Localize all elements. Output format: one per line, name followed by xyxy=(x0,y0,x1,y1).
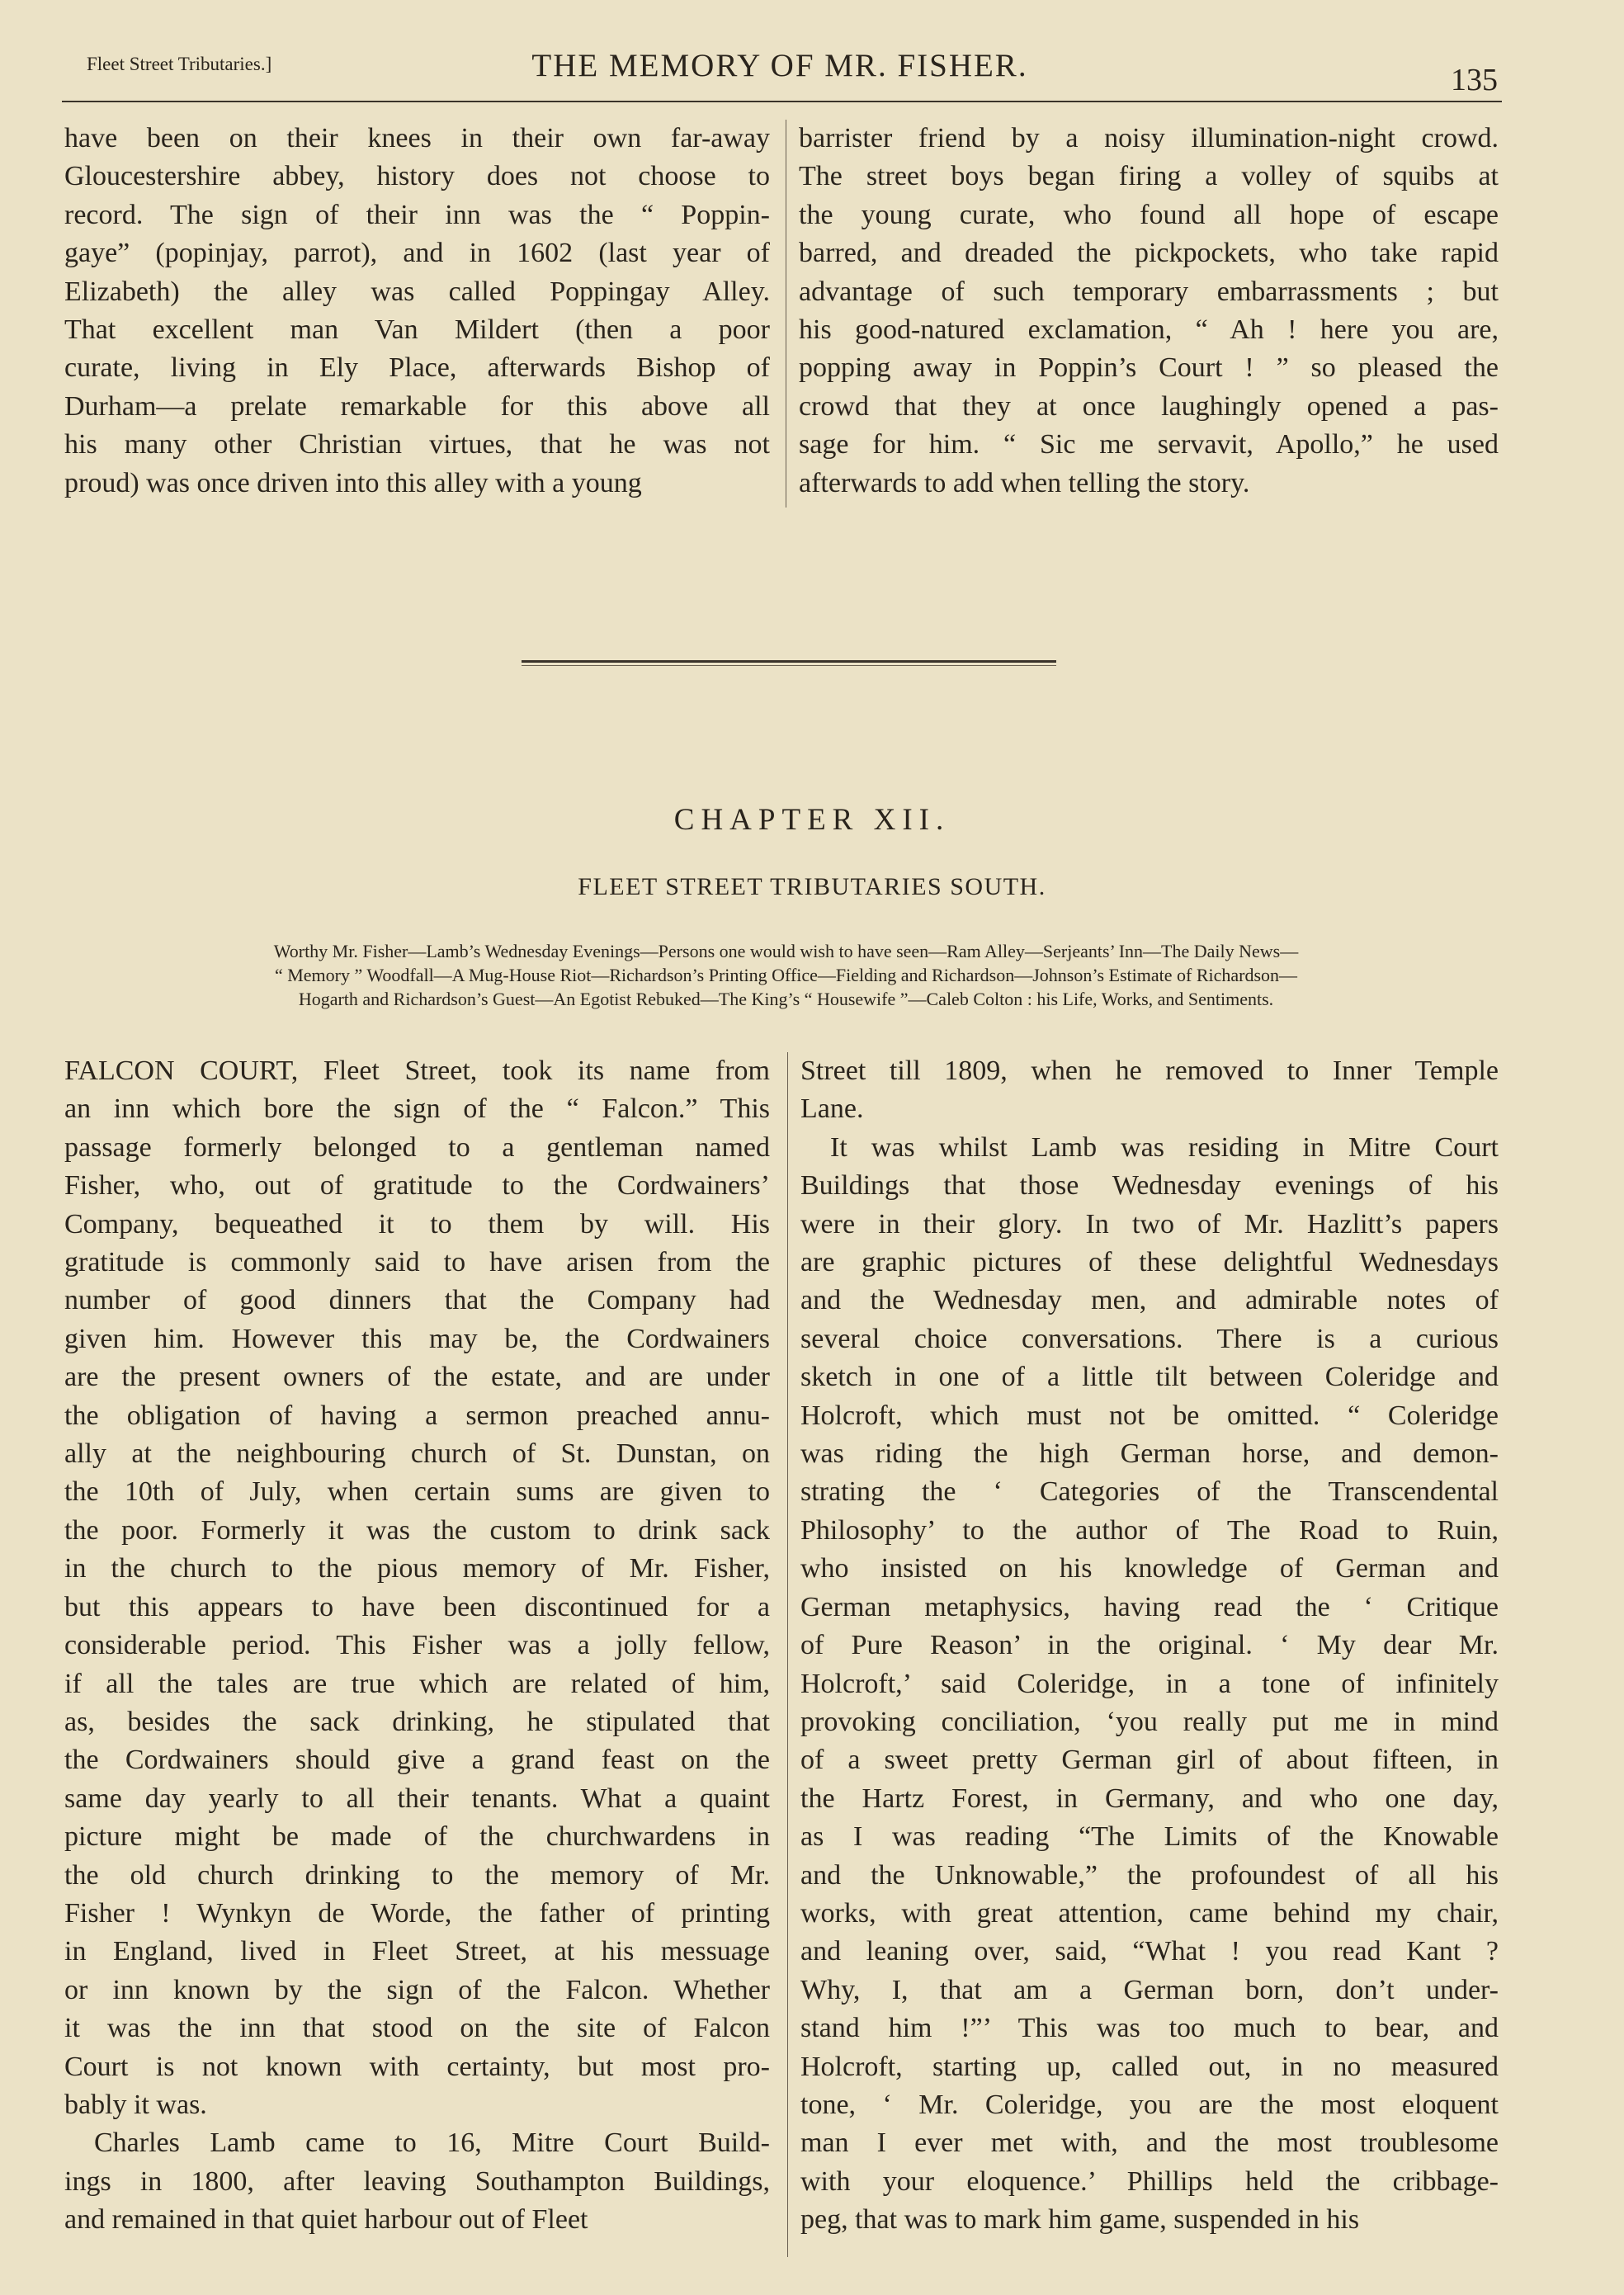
text-line: have been on their knees in their own far-away xyxy=(64,123,770,153)
text-line: his good-natured exclamation, “ Ah ! here you are, xyxy=(799,314,1499,346)
text-line: the young curate, who found all hope of escape xyxy=(799,199,1499,230)
chapter-subtitle: FLEET STREET TRIBUTARIES SOUTH. xyxy=(578,873,1046,900)
running-head-left: Fleet Street Tributaries.] xyxy=(87,54,272,74)
text-line: The street boys began firing a volley of squibs at xyxy=(799,161,1499,192)
text-line: popping away in Poppin’s Court ! ” so pleased the xyxy=(799,352,1499,384)
text-line: given him. However this may be, the Cordwainers xyxy=(64,1323,770,1354)
body-left-column xyxy=(64,1052,770,2240)
text-line: of a sweet pretty German girl of about fifteen, in xyxy=(800,1745,1499,1776)
text-line: peg, that was to mark him game, suspended in his xyxy=(800,2204,1360,2236)
text-line: Elizabeth) the alley was called Poppingay Alley. xyxy=(64,276,770,307)
text-line: several choice conversations. There is a curious xyxy=(800,1323,1499,1354)
text-line: the old church drinking to the memory of Mr. xyxy=(64,1859,770,1891)
text-line: of Pure Reason’ in the original. ‘ My dear Mr. xyxy=(800,1630,1499,1661)
text-line: picture might be made of the churchwardens in xyxy=(64,1821,770,1853)
text-line: provoking conciliation, ‘you really put me in mind xyxy=(800,1706,1499,1737)
text-line: works, with great attention, came behind my chair, xyxy=(800,1897,1499,1929)
text-line: ings in 1800, after leaving Southampton Buildings, xyxy=(64,2165,770,2197)
text-line: the poor. Formerly it was the custom to drink sack xyxy=(64,1514,770,1546)
section-rule xyxy=(522,660,1056,663)
text-line: Durham—a prelate remarkable for this above all xyxy=(64,390,770,422)
text-line: advantage of such temporary embarrassments ; but xyxy=(799,276,1499,307)
text-line: were in their glory. In two of Mr. Hazlitt’s papers xyxy=(800,1208,1499,1240)
running-header xyxy=(62,45,1498,103)
text-line: crowd that they at once laughingly opened a pas- xyxy=(799,390,1499,422)
text-line: curate, living in Ely Place, afterwards Bishop of xyxy=(64,352,770,384)
text-line: as I was reading “The Limits of the Knowable xyxy=(800,1821,1499,1853)
text-line: ally at the neighbouring church of St. Dunstan, on xyxy=(64,1438,770,1470)
text-line: Fisher, who, out of gratitude to the Cordwainers’ xyxy=(64,1170,770,1202)
text-line: the Cordwainers should give a grand feast on the xyxy=(64,1745,770,1776)
text-line: Holcroft, which must not be omitted. “ Coleridge xyxy=(800,1400,1499,1431)
text-line: and the Unknowable,” the profoundest of all his xyxy=(800,1859,1499,1891)
text-line: his many other Christian virtues, that he was not xyxy=(64,429,770,460)
text-line: who insisted on his knowledge of German and xyxy=(800,1553,1499,1584)
text-line: Gloucestershire abbey, history does not choose to xyxy=(64,161,770,192)
text-line: gaye” (popinjay, parrot), and in 1602 (last year of xyxy=(64,238,770,269)
text-line: man I ever met with, and the most troublesome xyxy=(800,2127,1499,2159)
text-line: as, besides the sack drinking, he stipulated that xyxy=(64,1706,770,1737)
text-line: was riding the high German horse, and demon- xyxy=(800,1438,1499,1470)
text-line: German metaphysics, having read the ‘ Critique xyxy=(800,1591,1499,1622)
page-title: THE MEMORY OF MR. FISHER. xyxy=(531,48,1028,83)
chapter-heading: CHAPTER XII. xyxy=(673,803,951,837)
text-line: same day yearly to all their tenants. What a quaint xyxy=(64,1783,770,1814)
text-line: are graphic pictures of these delightful Wednesdays xyxy=(800,1247,1499,1278)
text-line: Why, I, that am a German born, don’t under- xyxy=(800,1974,1499,2005)
text-line: but this appears to have been discontinued for a xyxy=(64,1591,770,1622)
text-line: sketch in one of a little tilt between Coleridge and xyxy=(800,1362,1499,1393)
text-line: gratitude is commonly said to have arisen from the xyxy=(64,1247,770,1278)
text-line: stand him !”’ This was too much to bear, and xyxy=(800,2013,1499,2044)
body-right-column xyxy=(800,1052,1499,2240)
text-line: Holcroft,’ said Coleridge, in a tone of infinitely xyxy=(800,1668,1499,1699)
top-right-column xyxy=(799,120,1499,503)
text-line: the obligation of having a sermon preached annu- xyxy=(64,1400,770,1431)
text-line: Holcroft, starting up, called out, in no measured xyxy=(800,2051,1499,2082)
text-line: it was the inn that stood on the site of Falcon xyxy=(64,2013,770,2044)
text-line: and leaning over, said, “What ! you read Kant ? xyxy=(800,1936,1499,1967)
text-line: or inn known by the sign of the Falcon. Whether xyxy=(64,1974,770,2005)
text-line: strating the ‘ Categories of the Transcendental xyxy=(800,1476,1499,1508)
column-divider-bottom xyxy=(787,1052,788,2257)
chapter-summary xyxy=(66,939,1506,1011)
text-line: Fisher ! Wynkyn de Worde, the father of printing xyxy=(64,1897,770,1929)
text-line: Street till 1809, when he removed to Inner Temple xyxy=(800,1055,1499,1086)
summary-line: Worthy Mr. Fisher—Lamb’s Wednesday Evenings—Persons one would wish to have seen—Ram Alley—Serjeants’ Inn—The Daily News— xyxy=(273,941,1299,961)
text-line: Philosophy’ to the author of The Road to Ruin, xyxy=(800,1514,1499,1546)
summary-line: “ Memory ” Woodfall—A Mug-House Riot—Richardson’s Printing Office—Fielding and Richardson—Johnson’s Estimate of Richardson— xyxy=(274,965,1298,985)
text-line: barrister friend by a noisy illumination-night crowd. xyxy=(799,123,1499,153)
text-line: proud) was once driven into this alley with a young xyxy=(64,467,642,498)
text-line: in the church to the pious memory of Mr. Fisher, xyxy=(64,1553,770,1584)
text-line: Company, bequeathed it to them by will. His xyxy=(64,1208,770,1240)
text-line: in England, lived in Fleet Street, at his messuage xyxy=(64,1936,770,1967)
text-line: barred, and dreaded the pickpockets, who take rapid xyxy=(799,238,1499,269)
text-line: passage formerly belonged to a gentleman named xyxy=(64,1131,770,1163)
text-line: bably it was. xyxy=(64,2089,207,2120)
summary-line: Hogarth and Richardson’s Guest—An Egotist Rebuked—The King’s “ Housewife ”—Caleb Colton : his Life, Works, and Sentiments. xyxy=(298,989,1274,1009)
text-line: record. The sign of their inn was the “ Poppin- xyxy=(64,199,770,230)
text-line: the 10th of July, when certain sums are given to xyxy=(64,1476,770,1508)
page-number: 135 xyxy=(1451,63,1498,97)
text-line: if all the tales are true which are related of him, xyxy=(64,1668,770,1699)
text-line: Lane. xyxy=(800,1093,864,1125)
text-line: with your eloquence.’ Phillips held the cribbage- xyxy=(800,2165,1499,2197)
text-line: afterwards to add when telling the story. xyxy=(799,467,1250,498)
text-line: and the Wednesday men, and admirable notes of xyxy=(800,1285,1499,1316)
text-line: number of good dinners that the Company had xyxy=(64,1285,770,1316)
text-line: tone, ‘ Mr. Coleridge, you are the most eloquent xyxy=(800,2089,1499,2120)
top-left-column xyxy=(64,120,770,503)
header-rule xyxy=(62,101,1502,102)
text-line: Court is not known with certainty, but most pro- xyxy=(64,2051,770,2082)
text-line: and remained in that quiet harbour out of Fleet xyxy=(64,2204,588,2236)
text-line: sage for him. “ Sic me servavit, Apollo,” he used xyxy=(799,429,1499,460)
text-line: FALCON COURT, Fleet Street, took its name from xyxy=(64,1055,770,1086)
text-line: It was whilst Lamb was residing in Mitre Court xyxy=(830,1131,1499,1163)
text-line: are the present owners of the estate, and are under xyxy=(64,1362,770,1393)
text-line: considerable period. This Fisher was a jolly fellow, xyxy=(64,1630,770,1661)
text-line: an inn which bore the sign of the “ Falcon.” This xyxy=(64,1093,770,1125)
text-line: the Hartz Forest, in Germany, and who one day, xyxy=(800,1783,1499,1814)
text-line: That excellent man Van Mildert (then a poor xyxy=(64,314,770,346)
text-line: Charles Lamb came to 16, Mitre Court Build- xyxy=(94,2127,770,2159)
text-line: Buildings that those Wednesday evenings of his xyxy=(800,1170,1499,1202)
